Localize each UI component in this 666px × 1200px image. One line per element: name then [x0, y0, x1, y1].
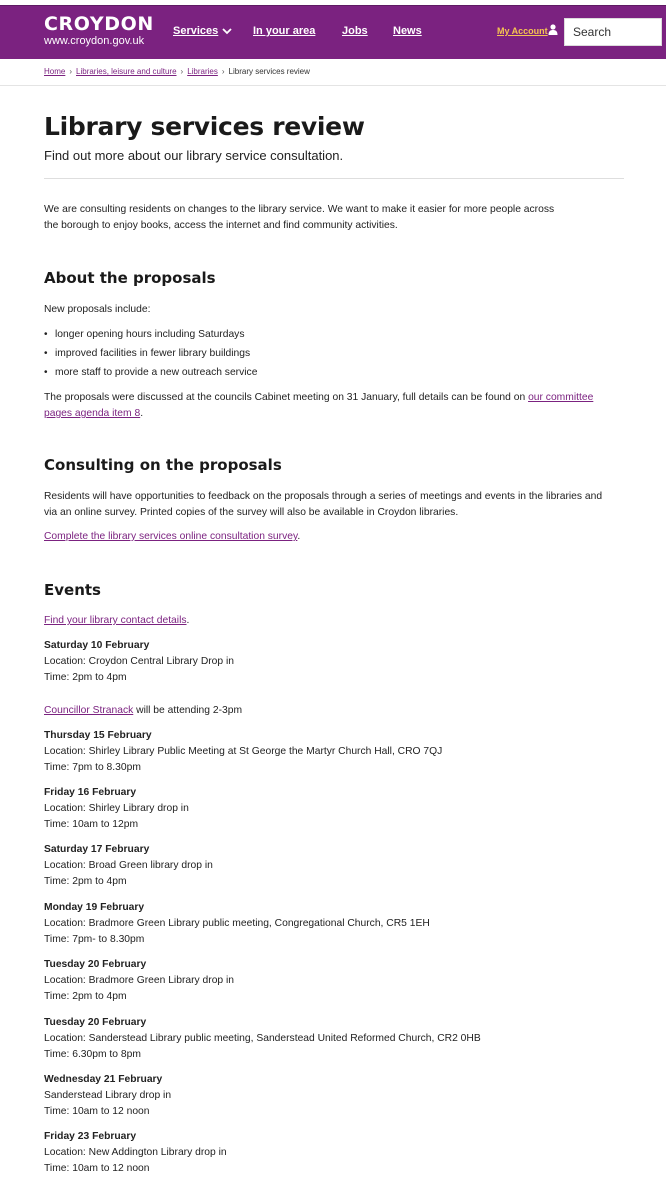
nav-services[interactable]: Services — [173, 25, 219, 37]
event-location: Location: Bradmore Green Library public meeting, Congregational Church, CR5 1EH — [44, 918, 430, 929]
councillor-text: will be attending 2-3pm — [133, 705, 243, 716]
event-item — [44, 1015, 481, 1063]
nav-in-your-area[interactable]: In your area — [253, 25, 316, 37]
event-item — [44, 957, 234, 1005]
breadcrumb-separator: › — [180, 67, 184, 76]
event-date: Wednesday 21 February — [44, 1074, 163, 1085]
event-date: Saturday 10 February — [44, 640, 150, 651]
event-date: Tuesday 20 February — [44, 959, 147, 970]
discussed-end: . — [140, 408, 144, 419]
committee-pages-link[interactable]: our committee pages agenda item 8 — [44, 392, 594, 419]
contact-paragraph — [44, 613, 189, 629]
about-heading: About the proposals — [44, 269, 216, 287]
nav-news[interactable]: News — [393, 25, 422, 37]
event-location: Location: Sanderstead Library public meeting, Sanderstead United Reformed Church, CR2 0HB — [44, 1033, 481, 1044]
page-subtitle: Find out more about our library service consultation. — [44, 148, 344, 163]
chevron-down-icon[interactable] — [222, 27, 232, 35]
search-input[interactable] — [564, 18, 662, 46]
breadcrumb-libraries[interactable]: Libraries — [187, 67, 218, 76]
logo-name: CROYDON — [44, 13, 154, 35]
survey-link[interactable]: Complete the library services online consultation survey — [44, 531, 298, 542]
event-location: Location: New Addington Library drop in — [44, 1147, 227, 1158]
event-item — [44, 785, 189, 833]
event-date: Monday 19 February — [44, 902, 145, 913]
library-contact-link[interactable]: Find your library contact details — [44, 615, 187, 626]
event-location: Sanderstead Library drop in — [44, 1090, 172, 1101]
breadcrumb-current: Library services review — [228, 67, 310, 76]
event-date: Saturday 17 February — [44, 844, 150, 855]
event-date: Friday 16 February — [44, 787, 137, 798]
my-account-link[interactable]: My Account — [497, 26, 548, 36]
contact-end: . — [186, 615, 190, 626]
event-item — [44, 638, 234, 686]
user-icon[interactable] — [548, 24, 558, 35]
events-heading: Events — [44, 581, 101, 599]
intro-paragraph: We are consulting residents on changes to the library service. We want to make it easier for more people across the borough to enjoy books, access the internet and find community activities. — [44, 204, 555, 231]
about-lead: New proposals include: — [44, 304, 151, 315]
event-date: Thursday 15 February — [44, 730, 152, 741]
event-time: Time: 10am to 12 noon — [44, 1106, 150, 1117]
event-date: Friday 23 February — [44, 1131, 137, 1142]
event-location: Location: Bradmore Green Library drop in — [44, 975, 235, 986]
survey-paragraph — [44, 529, 300, 545]
breadcrumb-separator: › — [221, 67, 225, 76]
event-time: Time: 2pm to 4pm — [44, 672, 127, 683]
divider — [44, 178, 624, 179]
consulting-paragraph: Residents will have opportunities to feedback on the proposals through a series of meetings and events in the libraries and via an online survey. Printed copies of the survey will also be available in Croydon libraries. — [44, 491, 603, 518]
councillor-link[interactable]: Councillor Stranack — [44, 705, 134, 716]
breadcrumb-libraries-leisure-culture[interactable]: Libraries, leisure and culture — [76, 67, 177, 76]
nav-jobs[interactable]: Jobs — [342, 25, 368, 37]
list-item: • more staff to provide a new outreach service — [44, 365, 257, 384]
discussed-text: The proposals were discussed at the councils Cabinet meeting on 31 January, full details can be found on — [44, 392, 529, 403]
event-item — [44, 900, 430, 948]
event-time: Time: 7pm- to 8.30pm — [44, 934, 145, 945]
event-time: Time: 10am to 12pm — [44, 819, 139, 830]
event-location: Location: Shirley Library drop in — [44, 803, 189, 814]
breadcrumb-home[interactable]: Home — [44, 67, 66, 76]
councillor-paragraph — [44, 703, 242, 719]
event-item — [44, 728, 442, 776]
breadcrumb-separator: › — [69, 67, 73, 76]
consulting-heading: Consulting on the proposals — [44, 456, 282, 474]
event-item — [44, 842, 213, 890]
logo-url: www.croydon.gov.uk — [44, 35, 145, 47]
discussed-paragraph — [44, 390, 604, 422]
event-time: Time: 10am to 12 noon — [44, 1163, 150, 1174]
event-item — [44, 1072, 171, 1120]
list-item: • longer opening hours including Saturdays — [44, 327, 257, 346]
divider — [0, 85, 666, 86]
list-item: • improved facilities in fewer library buildings — [44, 346, 257, 365]
site-header — [0, 5, 666, 59]
breadcrumb — [44, 67, 310, 76]
event-location: Location: Broad Green library drop in — [44, 860, 213, 871]
event-time: Time: 2pm to 4pm — [44, 876, 127, 887]
proposals-list — [44, 327, 257, 384]
survey-end: . — [297, 531, 301, 542]
event-time: Time: 2pm to 4pm — [44, 991, 127, 1002]
event-time: Time: 7pm to 8.30pm — [44, 762, 141, 773]
event-location: Location: Shirley Library Public Meeting at St George the Martyr Church Hall, CRO 7QJ — [44, 746, 443, 757]
event-time: Time: 6.30pm to 8pm — [44, 1049, 141, 1060]
event-location: Location: Croydon Central Library Drop in — [44, 656, 235, 667]
event-date: Tuesday 20 February — [44, 1017, 147, 1028]
page-title: Library services review — [44, 112, 365, 141]
event-item — [44, 1129, 227, 1177]
croydon-logo[interactable] — [44, 14, 154, 48]
